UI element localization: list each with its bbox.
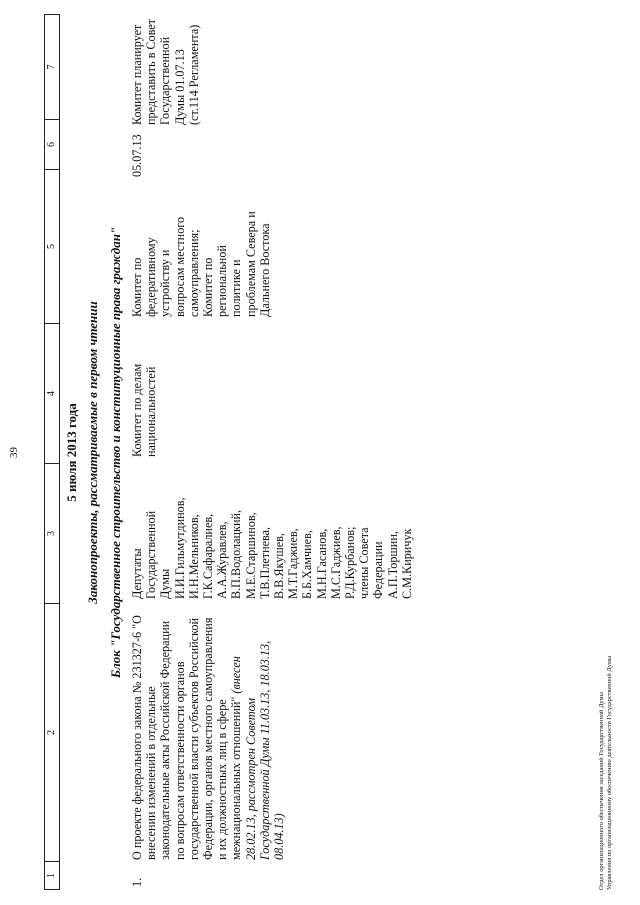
co-executor-line: вопросам местного xyxy=(172,216,187,317)
co-executor-line: Комитет по xyxy=(130,257,144,317)
column-number: 6 xyxy=(45,119,59,169)
plan-cell xyxy=(130,9,201,125)
plan-line: Комитет планирует xyxy=(130,24,144,125)
co-executor-line: проблемам Севера и xyxy=(243,211,258,317)
responsible-committee-cell xyxy=(130,353,158,457)
bill-title-cell xyxy=(130,610,286,860)
item-number: 1. xyxy=(130,877,144,887)
plan-line: Думы 01.07.13 xyxy=(172,49,187,125)
co-executor-line: федеративному xyxy=(144,237,159,317)
column-number: 1 xyxy=(45,861,59,889)
column-number-header xyxy=(44,14,60,890)
footer-line: Управления по организационному обеспечению деятельности Государственной Думы xyxy=(606,655,613,890)
block-heading: Блок "Государственное строительство и конституционные права граждан" xyxy=(108,226,123,679)
author-line: члены Совета xyxy=(357,527,372,599)
author-line: И.И.Гильмутдинов, xyxy=(172,497,187,599)
plan-line: представить в Совет xyxy=(144,18,159,125)
date-heading: 5 июля 2013 года xyxy=(64,403,79,502)
footer-line: Отдел организационного обеспечения заседаний Государственной Думы xyxy=(598,692,605,890)
co-executor-line: политике и xyxy=(229,259,244,317)
author-line: Депутаты xyxy=(130,548,144,599)
author-line: А.П.Торшин, xyxy=(385,531,400,599)
footer xyxy=(598,656,614,890)
column-number: 2 xyxy=(45,603,59,861)
authors-cell xyxy=(130,481,414,599)
author-line: В.В.Якушев, xyxy=(272,533,287,599)
author-line: В.П.Водолацкий, xyxy=(229,509,244,599)
bill-note: (внесен 28.02.13, рассмотрен Советом Государственной Думы 11.03.13, 18.03.13, 08.04.13) xyxy=(229,640,287,860)
author-line: М.Е.Старшинов, xyxy=(243,512,258,599)
author-line: Г.К.Сафаралиев, xyxy=(201,513,216,599)
co-executor-line: Комитет по xyxy=(201,257,216,317)
co-executors-cell xyxy=(130,195,272,317)
author-line: И.Н.Мельников, xyxy=(186,514,201,599)
author-line: М.Т.Гаджиев, xyxy=(286,528,301,599)
column-number: 4 xyxy=(45,323,59,463)
co-executor-line: самоуправления; xyxy=(186,229,201,317)
page-number: 39 xyxy=(8,447,20,458)
co-executor-line: Дальнего Востока xyxy=(257,223,272,317)
plan-line: Государственной xyxy=(158,36,173,125)
review-date: 05.07.13 xyxy=(130,134,144,177)
author-line: Государственной xyxy=(144,510,159,599)
bill-title: О проекте федерального закона № 231327-6 "О внесении изменений в отдельные законодательные акты Российской Федерации по вопросам ответственности органов государственной власти субъектов Российской Федерации, органов местного самоуправления и их должностных лиц в сфере межнациональных отношений" xyxy=(130,615,244,860)
committee-line: национальностей xyxy=(144,366,159,457)
column-number: 3 xyxy=(45,463,59,603)
author-line: Федерации xyxy=(371,541,386,599)
author-line: М.Н.Гасанов, xyxy=(314,528,329,599)
author-line: С.М.Киричук xyxy=(399,528,414,599)
co-executor-line: региональной xyxy=(215,245,230,317)
plan-line: (ст.114 Регламента) xyxy=(186,24,201,125)
author-line: Думы xyxy=(158,568,173,599)
column-number: 7 xyxy=(46,64,57,70)
author-line: Т.В.Плетнева, xyxy=(257,526,272,599)
committee-line: Комитет по делам xyxy=(130,363,144,457)
author-line: Б.Б.Хамчиев, xyxy=(300,530,315,599)
co-executor-line: устройству и xyxy=(158,249,173,317)
column-number: 5 xyxy=(45,169,59,323)
author-line: Р.Д.Курбанов; xyxy=(343,526,358,599)
author-line: М.С.Гаджиев, xyxy=(328,526,343,599)
section-heading: Законопроекты, рассматриваемые в первом чтении xyxy=(85,301,100,604)
author-line: А.А.Журавлев, xyxy=(215,521,230,599)
